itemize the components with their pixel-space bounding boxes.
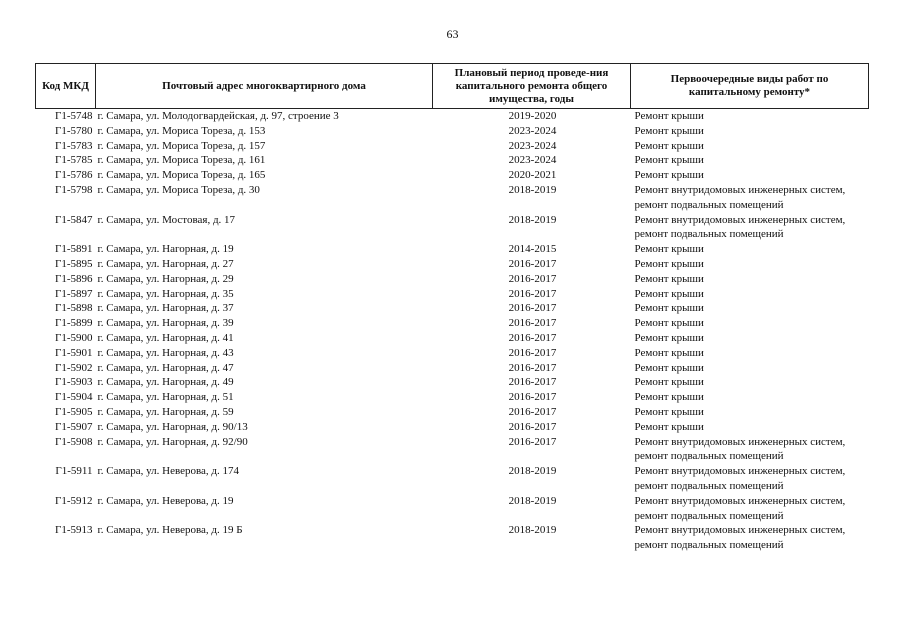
cell-works: Ремонт крыши (634, 139, 704, 152)
table-row (36, 361, 869, 376)
cell-code: Г1-5908 (54, 435, 93, 448)
cell-works: Ремонт крыши (634, 302, 704, 315)
header-code: Код МКД (36, 64, 96, 109)
cell-period: 2016-2017 (508, 405, 557, 418)
cell-code: Г1-5899 (54, 317, 93, 330)
cell-address: г. Самара, ул. Молодогвардейская, д. 97, строение 3 (97, 110, 339, 122)
cell-code: Г1-5911 (55, 465, 93, 478)
cell-works: Ремонт внутридомовых инженерных систем, ремонт подвальных помещений (634, 465, 846, 492)
cell-address: г. Самара, ул. Нагорная, д. 59 (97, 405, 234, 418)
table-row (36, 523, 869, 553)
cell-code: Г1-5913 (54, 524, 93, 537)
cell-address: г. Самара, ул. Неверова, д. 19 (97, 494, 234, 507)
cell-period: 2016-2017 (508, 391, 557, 404)
cell-works: Ремонт крыши (634, 317, 704, 330)
cell-code: Г1-5748 (54, 110, 93, 122)
table-row (36, 464, 869, 494)
header-period: Плановый период проведе-ния капитального ремонта общего имущества, годы (433, 64, 631, 109)
cell-address: г. Самара, ул. Мориса Тореза, д. 30 (97, 183, 260, 196)
cell-code: Г1-5895 (54, 257, 93, 270)
cell-address: г. Самара, ул. Неверова, д. 174 (97, 465, 240, 478)
cell-works: Ремонт крыши (634, 420, 704, 433)
table-row (36, 168, 869, 183)
cell-code: Г1-5901 (54, 346, 93, 359)
table-row (36, 124, 869, 139)
cell-code: Г1-5900 (54, 331, 93, 344)
cell-code: Г1-5780 (54, 124, 93, 137)
cell-period: 2020-2021 (508, 169, 557, 182)
table-row (36, 405, 869, 420)
cell-address: г. Самара, ул. Нагорная, д. 92/90 (97, 435, 248, 448)
header-address: Почтовый адрес многоквартирного дома (96, 64, 433, 109)
table-row (36, 257, 869, 272)
table-row (36, 301, 869, 316)
cell-works: Ремонт крыши (634, 331, 704, 344)
cell-period: 2023-2024 (508, 124, 557, 137)
cell-works: Ремонт крыши (634, 154, 704, 167)
cell-period: 2016-2017 (508, 331, 557, 344)
table-row (36, 316, 869, 331)
cell-period: 2016-2017 (508, 346, 557, 359)
cell-address: г. Самара, ул. Нагорная, д. 19 (97, 243, 234, 256)
cell-works: Ремонт внутридомовых инженерных систем, ремонт подвальных помещений (634, 494, 846, 522)
cell-period: 2019-2020 (508, 110, 557, 122)
table-row (36, 331, 869, 346)
cell-code: Г1-5907 (54, 420, 93, 433)
table-row (36, 494, 869, 524)
cell-address: г. Самара, ул. Нагорная, д. 51 (97, 391, 234, 404)
header-works: Первоочередные виды работ по капитальному ремонту* (631, 64, 869, 109)
cell-works: Ремонт внутридомовых инженерных систем, ремонт подвальных помещений (634, 183, 846, 211)
cell-period: 2018-2019 (508, 494, 557, 507)
cell-period: 2016-2017 (508, 287, 557, 300)
table-row (36, 420, 869, 435)
cell-address: г. Самара, ул. Нагорная, д. 47 (97, 361, 234, 374)
cell-code: Г1-5897 (54, 287, 93, 300)
cell-works: Ремонт крыши (634, 169, 704, 182)
cell-period: 2016-2017 (508, 435, 557, 448)
table-header-row (36, 64, 869, 109)
page-number: 63 (446, 27, 459, 41)
cell-address: г. Самара, ул. Мостовая, д. 17 (97, 213, 236, 226)
table-row (36, 183, 869, 213)
cell-address: г. Самара, ул. Мориса Тореза, д. 161 (97, 154, 266, 167)
cell-works: Ремонт внутридомовых инженерных систем, ремонт подвальных помещений (634, 435, 846, 463)
cell-works: Ремонт внутридомовых инженерных систем, ремонт подвальных помещений (634, 213, 846, 241)
cell-works: Ремонт крыши (634, 405, 704, 418)
cell-address: г. Самара, ул. Нагорная, д. 35 (97, 287, 234, 300)
cell-period: 2023-2024 (508, 154, 557, 167)
cell-code: Г1-5896 (54, 272, 93, 285)
cell-works: Ремонт крыши (634, 361, 704, 374)
cell-code: Г1-5798 (54, 183, 93, 196)
cell-code: Г1-5904 (54, 391, 93, 404)
cell-code: Г1-5891 (54, 243, 93, 256)
cell-period: 2016-2017 (508, 272, 557, 285)
cell-code: Г1-5847 (54, 213, 93, 226)
table-row (36, 213, 869, 243)
cell-address: г. Самара, ул. Нагорная, д. 41 (97, 331, 234, 344)
cell-code: Г1-5902 (54, 361, 93, 374)
cell-period: 2016-2017 (508, 361, 557, 374)
cell-period: 2014-2015 (508, 243, 557, 256)
cell-code: Г1-5905 (54, 405, 93, 418)
cell-works: Ремонт крыши (634, 272, 704, 285)
cell-address: г. Самара, ул. Мориса Тореза, д. 153 (97, 124, 266, 137)
table-row (36, 153, 869, 168)
cell-code: Г1-5912 (54, 494, 93, 507)
cell-works: Ремонт крыши (634, 110, 704, 122)
cell-code: Г1-5903 (54, 376, 93, 389)
table-body (36, 109, 869, 553)
cell-works: Ремонт крыши (634, 243, 704, 256)
table-row (36, 287, 869, 302)
table-row (36, 390, 869, 405)
cell-works: Ремонт крыши (634, 346, 704, 359)
cell-address: г. Самара, ул. Нагорная, д. 39 (97, 317, 234, 330)
cell-address: г. Самара, ул. Нагорная, д. 90/13 (97, 420, 248, 433)
cell-address: г. Самара, ул. Нагорная, д. 27 (97, 257, 234, 270)
table-row (36, 346, 869, 361)
cell-address: г. Самара, ул. Нагорная, д. 43 (97, 346, 234, 359)
cell-address: г. Самара, ул. Неверова, д. 19 Б (97, 524, 243, 537)
cell-period: 2023-2024 (508, 139, 557, 152)
cell-address: г. Самара, ул. Нагорная, д. 37 (97, 302, 234, 315)
capital-repair-table (35, 63, 869, 553)
cell-period: 2016-2017 (508, 257, 557, 270)
cell-works: Ремонт крыши (634, 391, 704, 404)
cell-works: Ремонт внутридомовых инженерных систем, ремонт подвальных помещений (634, 524, 846, 552)
cell-address: г. Самара, ул. Мориса Тореза, д. 165 (97, 169, 266, 182)
cell-period: 2016-2017 (508, 420, 557, 433)
cell-works: Ремонт крыши (634, 376, 704, 389)
cell-works: Ремонт крыши (634, 124, 704, 137)
table-row (36, 375, 869, 390)
cell-works: Ремонт крыши (634, 257, 704, 270)
cell-period: 2016-2017 (508, 317, 557, 330)
cell-code: Г1-5786 (54, 169, 93, 182)
cell-period: 2018-2019 (508, 213, 557, 226)
cell-address: г. Самара, ул. Нагорная, д. 49 (97, 376, 234, 389)
cell-code: Г1-5785 (54, 154, 93, 167)
cell-works: Ремонт крыши (634, 287, 704, 300)
table-row (36, 109, 869, 124)
table-row (36, 242, 869, 257)
table-row (36, 272, 869, 287)
cell-period: 2016-2017 (508, 302, 557, 315)
cell-code: Г1-5783 (54, 139, 93, 152)
cell-period: 2018-2019 (508, 524, 557, 537)
table-row (36, 139, 869, 154)
cell-address: г. Самара, ул. Мориса Тореза, д. 157 (97, 139, 266, 152)
cell-address: г. Самара, ул. Нагорная, д. 29 (97, 272, 234, 285)
cell-period: 2016-2017 (508, 376, 557, 389)
cell-period: 2018-2019 (508, 183, 557, 196)
cell-period: 2018-2019 (508, 465, 557, 478)
table-row (36, 435, 869, 465)
cell-code: Г1-5898 (54, 302, 93, 315)
